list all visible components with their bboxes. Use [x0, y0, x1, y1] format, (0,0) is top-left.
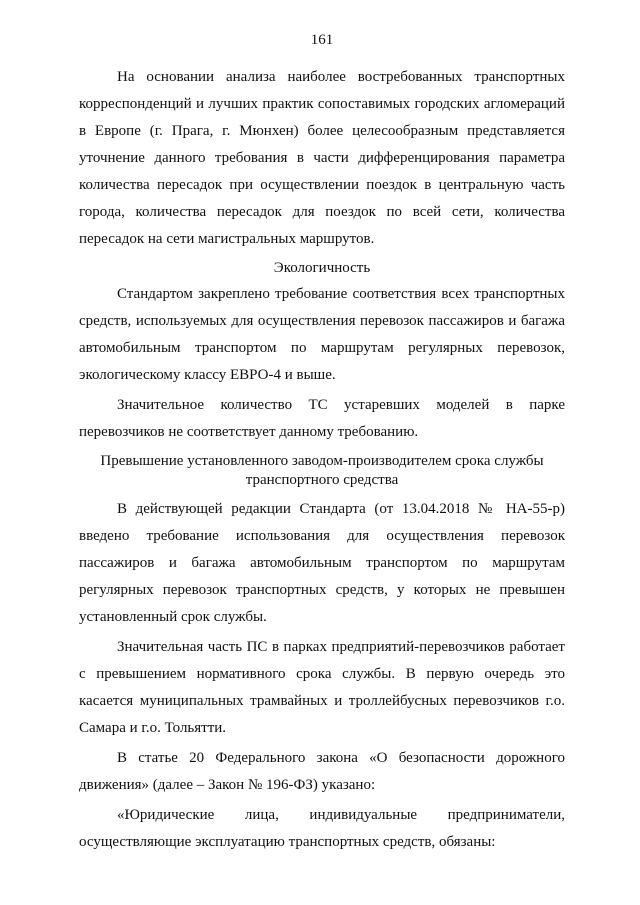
paragraph-best-practices: На основании анализа наиболее востребованных транспортных корреспонденций и лучших практик сопоставимых городских агломераций в Европе (г. Прага, г. Мюнхен) более целесообразным представляется уточнение данного требования в части дифференцирования параметра количества пересадок при осуществлении поездок в центральную часть города, количества пересадок для поездок по всей сети, количества пересадок на сети магистральных маршрутов. — [79, 69, 565, 247]
paragraph-legal-entities-quote: «Юридические лица, индивидуальные предприниматели, осуществляющие эксплуатацию транспортных средств, обязаны: — [79, 807, 565, 850]
paragraph-standard-edition: В действующей редакции Стандарта (от 13.04.2018 № НА-55-р) введено требование использования для осуществления перевозок пассажиров и багажа автомобильным транспортом по маршрутам регулярных перевозок транспортных средств, у которых не превышен установленный срок службы. — [79, 501, 565, 625]
section-heading-ecology: Экологичность — [273, 260, 371, 276]
section-heading-service-life: Превышение установленного заводом-производителем срока службы транспортного средства — [100, 453, 544, 488]
document-page — [79, 30, 565, 859]
paragraph-euro4-requirement: Стандартом закреплено требование соответствия всех транспортных средств, используемых для осуществления перевозок пассажиров и багажа автомобильным транспортом по маршрутам регулярных перевозок, экологическому классу ЕВРО-4 и выше. — [79, 286, 565, 383]
paragraph-rolling-stock: Значительная часть ПС в парках предприятий-перевозчиков работает с превышением нормативного срока службы. В первую очередь это касается муниципальных трамвайных и троллейбусных перевозчиков г.о. Самара и г.о. Тольятти. — [79, 639, 565, 736]
paragraph-federal-law: В статье 20 Федерального закона «О безопасности дорожного движения» (далее – Закон № 196-ФЗ) указано: — [79, 750, 565, 793]
page-number: 161 — [310, 32, 334, 48]
paragraph-outdated-vehicles: Значительное количество ТС устаревших моделей в парке перевозчиков не соответствует данному требованию. — [79, 397, 565, 440]
